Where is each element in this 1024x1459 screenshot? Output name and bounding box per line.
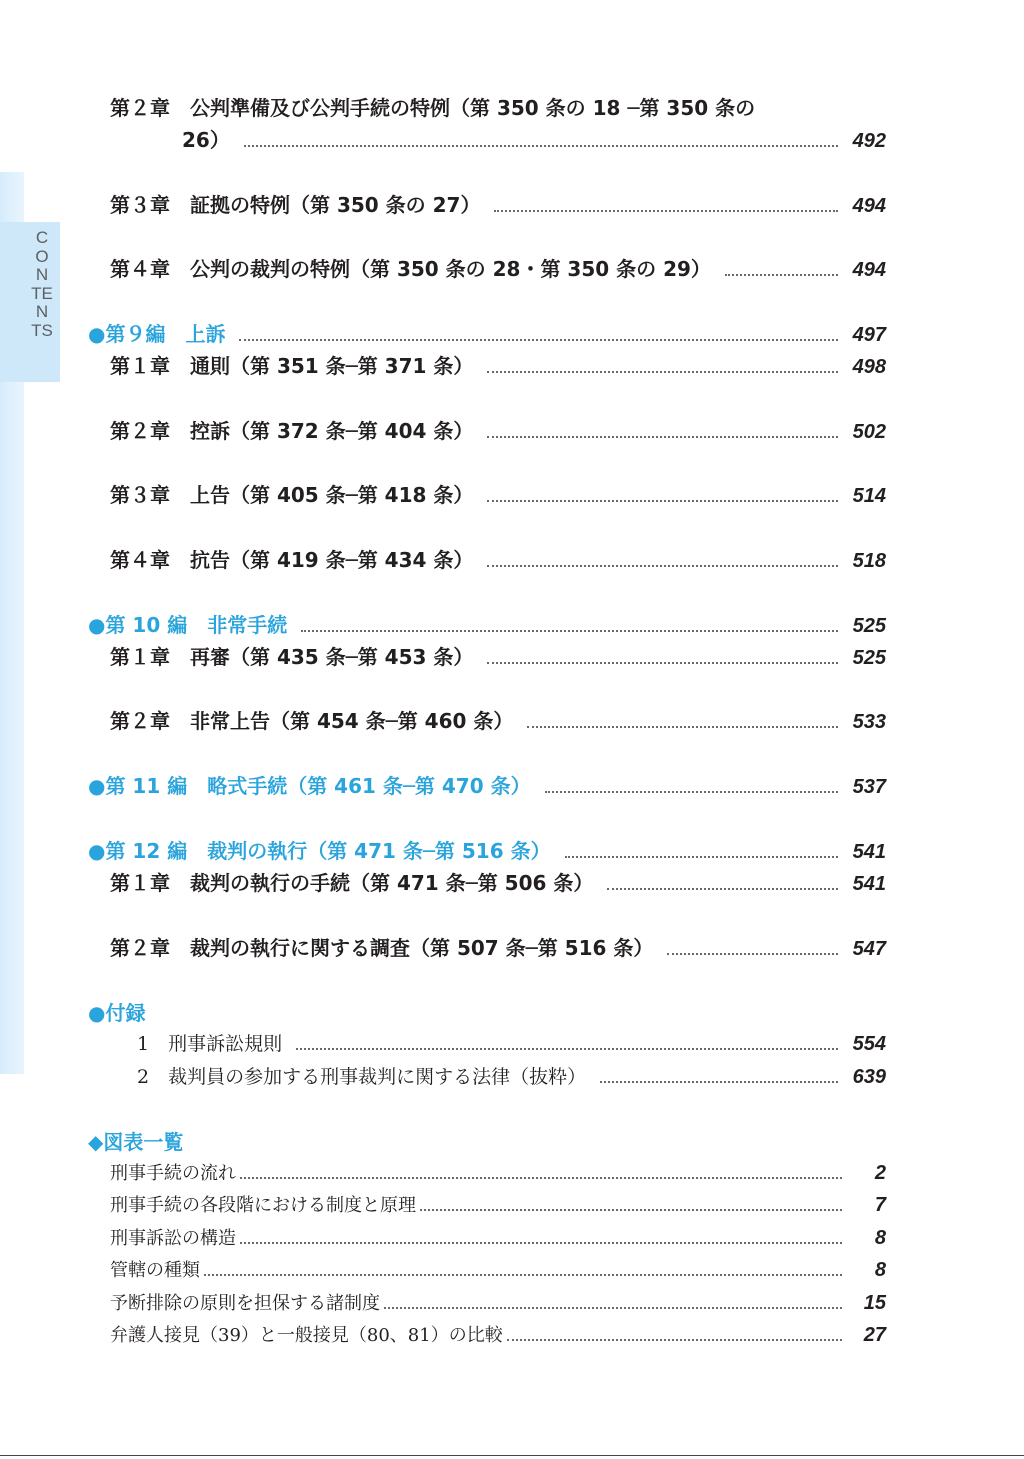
leader-dots <box>487 371 838 373</box>
toc-entry[interactable] <box>110 479 886 508</box>
contents-side-label: CONTENTS <box>31 228 53 340</box>
figure-list-item[interactable] <box>110 1191 886 1217</box>
appendix-item-label: 2 裁判員の参加する刑事裁判に関する法律（抜粋） <box>137 1066 587 1088</box>
leader-dots <box>667 953 838 955</box>
figure-item-label: 刑事手続の流れ <box>110 1163 236 1184</box>
page-number: 547 <box>852 938 886 960</box>
page-number: 498 <box>852 356 886 378</box>
leader-dots <box>384 1307 842 1309</box>
appendix-heading: ●付録 <box>88 1001 146 1025</box>
toc-entry-label: 第３章 証拠の特例（第 350 条の 27） <box>110 193 481 217</box>
leader-dots <box>725 274 838 276</box>
toc-entry[interactable] <box>110 544 886 573</box>
leader-dots <box>487 500 838 502</box>
toc-part-label: ●第 11 編 略式手続（第 461 条─第 470 条） <box>88 774 531 798</box>
leader-dots <box>487 662 838 664</box>
page-number: 554 <box>852 1033 886 1055</box>
figure-list-item[interactable] <box>110 1224 886 1250</box>
page-number: 502 <box>852 421 886 443</box>
figure-list-item[interactable] <box>110 1256 886 1282</box>
toc-entry[interactable] <box>110 705 886 734</box>
page-number: 2 <box>874 1162 886 1184</box>
toc-entry-label: 第２章 裁判の執行に関する調査（第 507 条─第 516 条） <box>110 936 654 960</box>
page-number: 541 <box>852 841 886 863</box>
leader-dots <box>600 1081 838 1083</box>
toc-entry[interactable] <box>110 189 886 218</box>
leader-dots <box>507 1339 842 1341</box>
page-number: 8 <box>874 1259 886 1281</box>
page-number: 27 <box>863 1324 886 1346</box>
toc-part-label: ●第 10 編 非常手続 <box>88 613 288 637</box>
leader-dots <box>420 1209 842 1211</box>
figure-item-label: 管轄の種類 <box>110 1260 200 1281</box>
page-number: 497 <box>852 324 886 346</box>
toc-entry[interactable] <box>110 867 886 896</box>
toc-entry-label: 第３章 上告（第 405 条─第 418 条） <box>110 483 474 507</box>
page-number: 518 <box>852 550 886 572</box>
figure-list-item[interactable] <box>110 1321 886 1347</box>
figure-item-label: 予断排除の原則を担保する諸制度 <box>110 1293 380 1314</box>
toc-part-label: ●第９編 上訴 <box>88 322 226 346</box>
toc-entry-continuation: 26） <box>182 128 230 152</box>
figure-list-item[interactable] <box>110 1159 886 1185</box>
leader-dots <box>527 726 838 728</box>
page-bottom-rule <box>0 1455 1024 1456</box>
appendix-item[interactable] <box>137 1029 886 1056</box>
toc-entry[interactable] <box>110 124 886 153</box>
figure-list-item[interactable] <box>110 1289 886 1315</box>
toc-part-label: ●第 12 編 裁判の執行（第 471 条─第 516 条） <box>88 839 551 863</box>
toc-entry-label: 第１章 通則（第 351 条─第 371 条） <box>110 354 474 378</box>
leader-dots <box>204 1274 842 1276</box>
toc-entry[interactable] <box>110 641 886 670</box>
leader-dots <box>487 436 838 438</box>
leader-dots <box>296 1048 838 1050</box>
toc-part-entry[interactable] <box>88 609 886 638</box>
page-number: 541 <box>852 873 886 895</box>
leader-dots <box>545 791 838 793</box>
toc-entry-label: 第２章 非常上告（第 454 条─第 460 条） <box>110 709 514 733</box>
page-number: 525 <box>852 647 886 669</box>
toc-entry-label: 第１章 裁判の執行の手続（第 471 条─第 506 条） <box>110 871 594 895</box>
page-number: 7 <box>874 1194 886 1216</box>
page-number: 15 <box>863 1292 886 1314</box>
toc-entry[interactable] <box>110 350 886 379</box>
figure-item-label: 刑事手続の各段階における制度と原理 <box>110 1195 416 1216</box>
page-number: 639 <box>852 1066 886 1088</box>
leader-dots <box>301 630 838 632</box>
leader-dots <box>239 339 838 341</box>
leader-dots <box>240 1242 842 1244</box>
leader-dots <box>565 856 838 858</box>
page-number: 494 <box>852 259 886 281</box>
toc-entry-label: 第４章 公判の裁判の特例（第 350 条の 28・第 350 条の 29） <box>110 257 711 281</box>
leader-dots <box>607 888 838 890</box>
toc-entry-label: 第１章 再審（第 435 条─第 453 条） <box>110 645 474 669</box>
page-number: 492 <box>852 130 886 152</box>
figure-list-heading: ◆図表一覧 <box>88 1130 184 1154</box>
page-number: 514 <box>852 485 886 507</box>
figure-item-label: 弁護人接見（39）と一般接見（80、81）の比較 <box>110 1325 503 1346</box>
page-number: 494 <box>852 195 886 217</box>
appendix-item-label: 1 刑事訴訟規則 <box>137 1033 283 1055</box>
page-number: 8 <box>874 1227 886 1249</box>
page-number: 533 <box>852 711 886 733</box>
figure-item-label: 刑事訴訟の構造 <box>110 1228 236 1249</box>
toc-part-entry[interactable] <box>88 770 886 799</box>
page-number: 525 <box>852 615 886 637</box>
appendix-item[interactable] <box>137 1062 886 1089</box>
leader-dots <box>244 145 838 147</box>
toc-part-entry[interactable] <box>88 835 886 864</box>
toc-entry[interactable] <box>110 932 886 961</box>
toc-part-entry[interactable] <box>88 318 886 347</box>
leader-dots <box>494 210 838 212</box>
leader-dots <box>240 1177 842 1179</box>
toc-entry[interactable] <box>110 415 886 444</box>
toc-entry-label: 第４章 抗告（第 419 条─第 434 条） <box>110 548 474 572</box>
toc-entry-label: 第２章 控訴（第 372 条─第 404 条） <box>110 419 474 443</box>
toc-entry[interactable] <box>110 253 886 282</box>
toc-entry-label: 第２章 公判準備及び公判手続の特例（第 350 条の 18 ─第 350 条の <box>110 96 756 120</box>
page-number: 537 <box>852 776 886 798</box>
leader-dots <box>487 565 838 567</box>
